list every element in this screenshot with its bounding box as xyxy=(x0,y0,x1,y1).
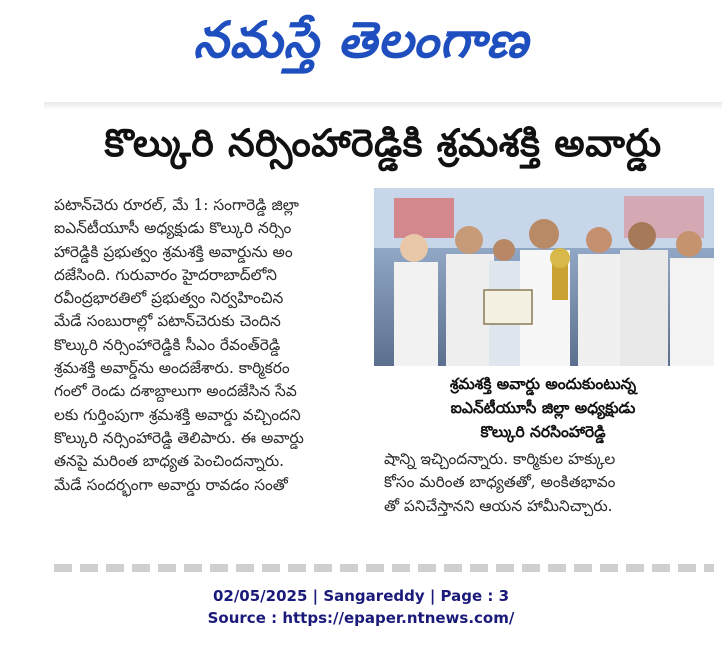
clipping-top-edge xyxy=(44,102,722,110)
award-ceremony-photo xyxy=(374,188,714,366)
caption-line: ఐఎన్‌టీయూసీ జిల్లా అధ్యక్షుడు xyxy=(450,399,636,417)
article-body-left xyxy=(54,194,382,497)
body-line: కొల్కురి నర్సింహారెడ్డికి సీఎం రేవంత్‌రెడ్డి xyxy=(54,335,281,354)
edition-info: 02/05/2025 | Sangareddy | Page : 3 xyxy=(212,587,510,605)
body-line: తనపై మరింత బాధ్యత పెంచిందన్నారు. xyxy=(54,452,285,471)
newspaper-masthead xyxy=(0,0,722,92)
body-line: కోసం మరింత బాధ్యతతో, అంకితభావం xyxy=(384,473,616,492)
caption-line: శ్రమశక్తి అవార్డు అందుకుంటున్న xyxy=(449,375,637,393)
clipping-bottom-edge xyxy=(54,564,714,572)
caption-line: కొల్కురి నరసింహారెడ్డి xyxy=(480,423,606,441)
headline-text: కొల్కురి నర్సింహారెడ్డికి శ్రమశక్తి అవార్డు xyxy=(104,121,662,165)
body-line: గంలో రెండు దశాబ్దాలుగా అందజేసిన సేవ xyxy=(54,382,297,401)
body-line: ఐఎన్‌టీయూసీ అధ్యక్షుడు కొల్కురి నర్సిం xyxy=(54,219,292,238)
body-line: కొల్కురి నర్సింహారెడ్డి తెలిపారు. ఈ అవార్డు xyxy=(54,428,304,447)
body-line: మేడే సందర్భంగా అవార్డు రావడం సంతో xyxy=(54,475,288,494)
article-headline xyxy=(44,116,722,180)
body-line: తో పనిచేస్తానని ఆయన హామీనిచ్చారు. xyxy=(384,496,613,515)
body-line: హారెడ్డికి ప్రభుత్వం శ్రమశక్తి అవార్డును అం xyxy=(54,242,293,261)
body-line: శ్రమశక్తి అవార్డ్‌ను అందజేశారు. కార్మికరం xyxy=(54,359,290,378)
article-body-right xyxy=(384,448,704,518)
photo-caption xyxy=(380,372,706,444)
body-line: షాన్ని ఇచ్చిందన్నారు. కార్మికుల హక్కుల xyxy=(384,450,616,468)
photo-illustration xyxy=(374,188,714,366)
body-line: రవీంద్రభారతిలో ప్రభుత్వం నిర్వహించిన xyxy=(54,289,284,308)
masthead-title: నమస్తే తెలంగాణ xyxy=(193,10,529,69)
body-line: మేడే సంబురాల్లో పటాన్‌చెరుకు చెందిన xyxy=(54,312,281,331)
article-clipping xyxy=(44,102,722,572)
body-line: దజేసింది. గురువారం హైదరాబాద్‌లోని xyxy=(54,265,277,284)
source-footer xyxy=(0,585,722,629)
body-line: పటాన్‌చెరు రూరల్, మే 1: సంగారెడ్డి జిల్లా xyxy=(54,196,299,214)
source-url: Source : https://epaper.ntnews.com/ xyxy=(207,609,515,627)
body-line: లకు గుర్తింపుగా శ్రమశక్తి అవార్డు వచ్చిందని xyxy=(54,405,301,424)
